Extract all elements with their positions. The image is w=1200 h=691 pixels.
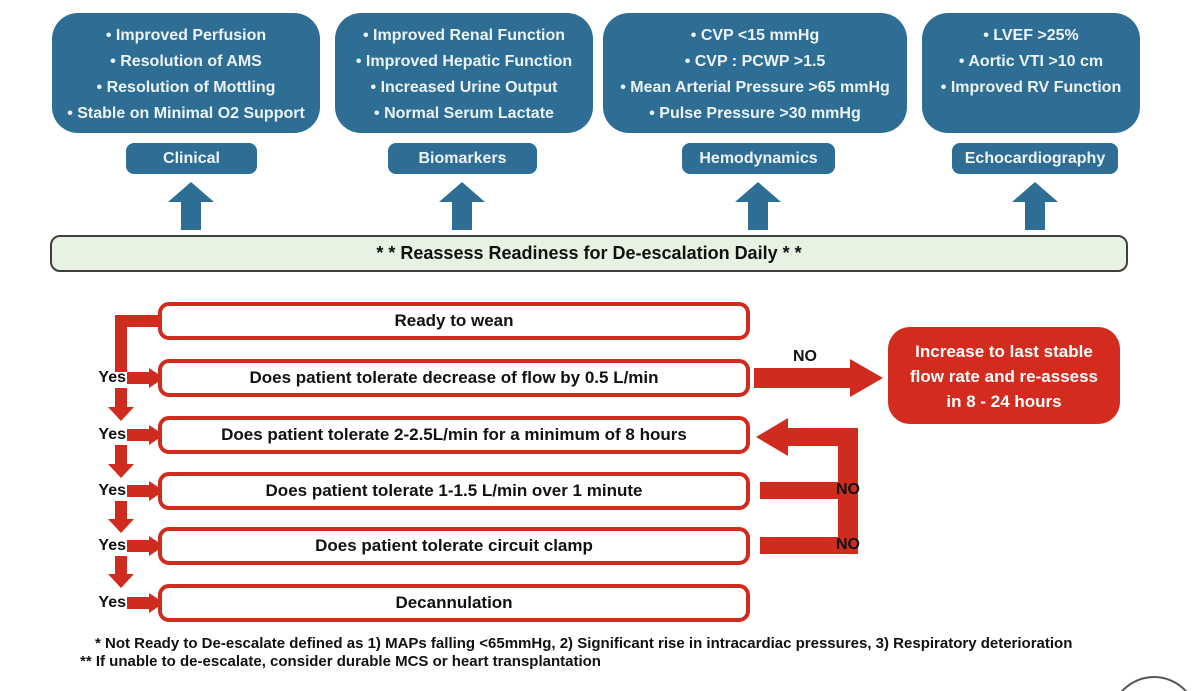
left-arrow-icon <box>756 418 788 456</box>
criteria-item: • Resolution of AMS <box>52 49 320 75</box>
fail-box-line: in 8 - 24 hours <box>946 392 1062 411</box>
criteria-box-biomarkers <box>335 13 593 133</box>
right-arrow-icon <box>850 359 883 397</box>
down-arrow-icon <box>108 574 134 588</box>
criteria-item: • Mean Arterial Pressure >65 mmHg <box>603 75 907 101</box>
yes-arrow-stem <box>127 485 149 497</box>
footnote-unable-to-deescalate: ** If unable to de-escalate, consider durable MCS or heart transplantation <box>80 653 601 670</box>
criteria-item: • CVP : PCWP >1.5 <box>603 49 907 75</box>
yes-label: Yes <box>98 369 126 386</box>
yes-label: Yes <box>98 594 126 611</box>
no-bar-step5 <box>760 537 838 554</box>
fail-box-line: flow rate and re-assess <box>909 367 1099 386</box>
criteria-item: • CVP <15 mmHg <box>603 23 907 49</box>
yes-arrow-stem <box>127 429 149 441</box>
up-arrow-head <box>1012 182 1058 202</box>
yes-label: Yes <box>98 537 126 554</box>
connector-bar <box>115 501 127 519</box>
criteria-label-hemodynamics: Hemodynamics <box>682 143 835 174</box>
no-arrow-stem <box>754 368 850 388</box>
yes-arrow-stem <box>127 372 149 384</box>
fail-box-increase-flow <box>888 327 1120 424</box>
fail-box-line: Increase to last stable <box>915 342 1093 361</box>
criteria-item: • Increased Urine Output <box>335 75 593 101</box>
flow-step-decrease-flow: Does patient tolerate decrease of flow by 0.5 L/min <box>158 359 750 397</box>
partial-circle-icon <box>1110 676 1198 691</box>
up-arrow-stem <box>748 202 768 230</box>
down-arrow-icon <box>108 407 134 421</box>
criteria-item: • Pulse Pressure >30 mmHg <box>603 101 907 127</box>
criteria-label-echocardiography: Echocardiography <box>952 143 1118 174</box>
connector-bar <box>115 388 127 407</box>
criteria-item: • Resolution of Mottling <box>52 75 320 101</box>
up-arrow-stem <box>452 202 472 230</box>
flow-step-1-1.5-lmin: Does patient tolerate 1-1.5 L/min over 1 minute <box>158 472 750 510</box>
up-arrow-icon <box>735 182 781 230</box>
up-arrow-head <box>439 182 485 202</box>
connector-bar <box>115 315 127 372</box>
criteria-label-biomarkers: Biomarkers <box>388 143 537 174</box>
no-label: NO <box>836 481 860 498</box>
down-arrow-icon <box>108 464 134 478</box>
connector-bar <box>115 445 127 464</box>
criteria-label-clinical: Clinical <box>126 143 257 174</box>
criteria-box-hemodynamics <box>603 13 907 133</box>
no-bar-step4 <box>760 482 838 499</box>
up-arrow-icon <box>439 182 485 230</box>
criteria-item: • Normal Serum Lactate <box>335 101 593 127</box>
up-arrow-icon <box>168 182 214 230</box>
yes-arrow-stem <box>127 597 149 609</box>
criteria-box-echocardiography <box>922 13 1140 133</box>
criteria-item: • Improved RV Function <box>922 75 1140 101</box>
up-arrow-icon <box>1012 182 1058 230</box>
criteria-item: • Stable on Minimal O2 Support <box>52 101 320 127</box>
up-arrow-stem <box>181 202 201 230</box>
yes-arrow-stem <box>127 540 149 552</box>
no-label: NO <box>836 536 860 553</box>
reassess-banner: * * Reassess Readiness for De-escalation Daily * * <box>50 235 1128 272</box>
up-arrow-stem <box>1025 202 1045 230</box>
flow-step-circuit-clamp: Does patient tolerate circuit clamp <box>158 527 750 565</box>
yes-label: Yes <box>98 482 126 499</box>
criteria-item: • Improved Perfusion <box>52 23 320 49</box>
footnote-not-ready-definition: * Not Ready to De-escalate defined as 1) MAPs falling <65mmHg, 2) Significant rise in intracardiac pressures, 3) Respiratory deterioration <box>95 635 1073 652</box>
criteria-item: • Improved Hepatic Function <box>335 49 593 75</box>
down-arrow-icon <box>108 519 134 533</box>
criteria-item: • Aortic VTI >10 cm <box>922 49 1140 75</box>
connector-bar <box>115 556 127 574</box>
criteria-item: • Improved Renal Function <box>335 23 593 49</box>
yes-label: Yes <box>98 426 126 443</box>
criteria-box-clinical <box>52 13 320 133</box>
flow-step-2-2.5-lmin: Does patient tolerate 2-2.5L/min for a minimum of 8 hours <box>158 416 750 454</box>
up-arrow-head <box>735 182 781 202</box>
up-arrow-head <box>168 182 214 202</box>
no-label: NO <box>793 348 817 365</box>
flow-step-ready-to-wean: Ready to wean <box>158 302 750 340</box>
criteria-item: • LVEF >25% <box>922 23 1140 49</box>
flow-step-decannulation: Decannulation <box>158 584 750 622</box>
